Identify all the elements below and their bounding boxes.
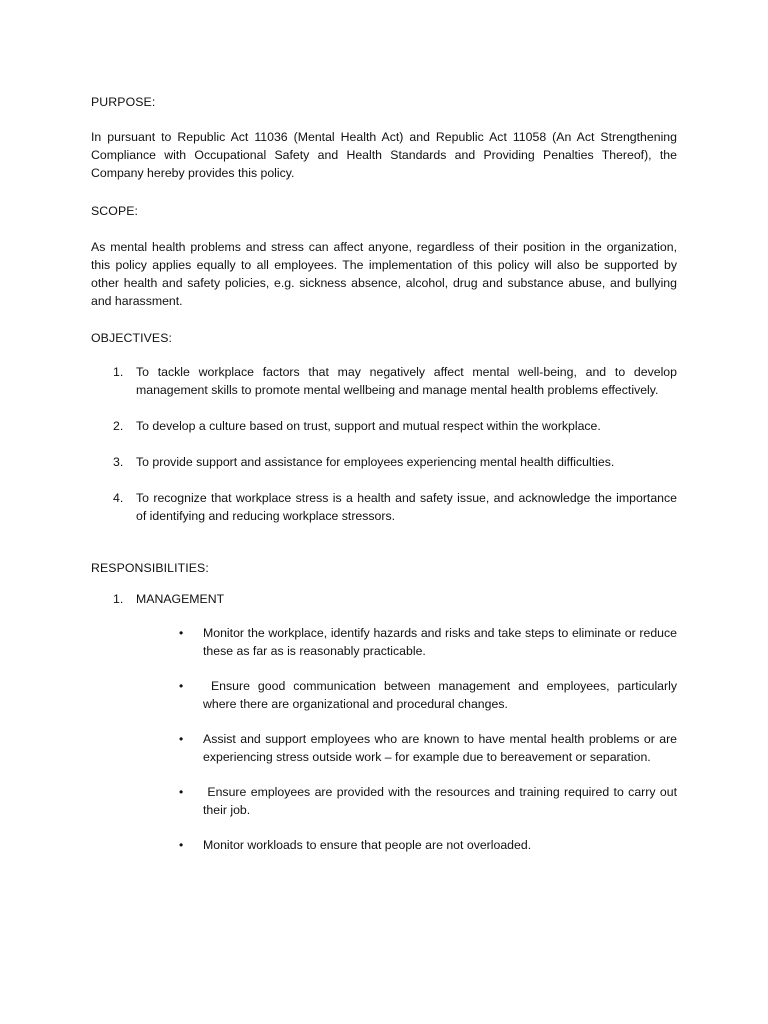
bullet-item [179, 836, 677, 854]
bullet-text: Assist and support employees who are known to have mental health problems or are experiencing stress outside work – for example due to bereavement or separation. [203, 732, 677, 764]
bullet-icon: • [179, 732, 184, 746]
bullet-icon: • [179, 838, 184, 852]
responsibilities-heading: RESPONSIBILITIES: [91, 561, 209, 575]
bullet-icon: • [179, 679, 184, 693]
scope-heading: SCOPE: [91, 204, 139, 218]
objective-text: To provide support and assistance for employees experiencing mental health difficulties. [136, 455, 615, 469]
bullet-icon: • [179, 626, 184, 640]
management-section-title [91, 590, 677, 608]
management-bullet-list [179, 624, 681, 854]
objective-item [91, 453, 677, 471]
objective-number: 4. [113, 491, 124, 505]
purpose-heading: PURPOSE: [91, 95, 156, 109]
objective-number: 3. [113, 455, 124, 469]
objective-number: 1. [113, 365, 124, 379]
purpose-paragraph: In pursuant to Republic Act 11036 (Mental Health Act) and Republic Act 11058 (An Act Strengthening Compliance with Occupational Safety and Health Standards and Providing Penalties Thereof), the Company hereby provides this policy. [91, 130, 677, 180]
management-section-label: MANAGEMENT [136, 592, 225, 606]
bullet-item [179, 677, 681, 713]
objective-text: To develop a culture based on trust, support and mutual respect within the workplace. [136, 419, 601, 433]
bullet-item [179, 624, 677, 660]
objective-item [91, 489, 677, 525]
objectives-heading: OBJECTIVES: [91, 331, 173, 345]
objective-text: To recognize that workplace stress is a health and safety issue, and acknowledge the importance of identifying and reducing workplace stressors. [136, 491, 677, 523]
bullet-text: Ensure good communication between management and employees, particularly where there are organizational and procedural changes. [203, 679, 681, 711]
bullet-text: Monitor the workplace, identify hazards and risks and take steps to eliminate or reduce these as far as is reasonably practicable. [203, 626, 677, 658]
bullet-icon: • [179, 785, 184, 799]
bullet-text: Ensure employees are provided with the resources and training required to carry out their job. [203, 785, 681, 817]
objective-item [91, 363, 677, 399]
objectives-list [91, 363, 677, 525]
objective-number: 2. [113, 419, 124, 433]
management-section-number: 1. [113, 592, 124, 606]
objective-item [91, 417, 677, 435]
objective-text: To tackle workplace factors that may negatively affect mental well-being, and to develop management skills to promote mental wellbeing and manage mental health problems effectively. [136, 365, 677, 397]
bullet-item [179, 783, 681, 819]
document-content [91, 93, 681, 871]
bullet-item [179, 730, 677, 766]
scope-paragraph: As mental health problems and stress can affect anyone, regardless of their position in the organization, this policy applies equally to all employees. The implementation of this policy will also be supported by other health and safety policies, e.g. sickness absence, alcohol, drug and substance abuse, and bullying and harassment. [91, 240, 677, 308]
bullet-text: Monitor workloads to ensure that people are not overloaded. [203, 838, 532, 852]
